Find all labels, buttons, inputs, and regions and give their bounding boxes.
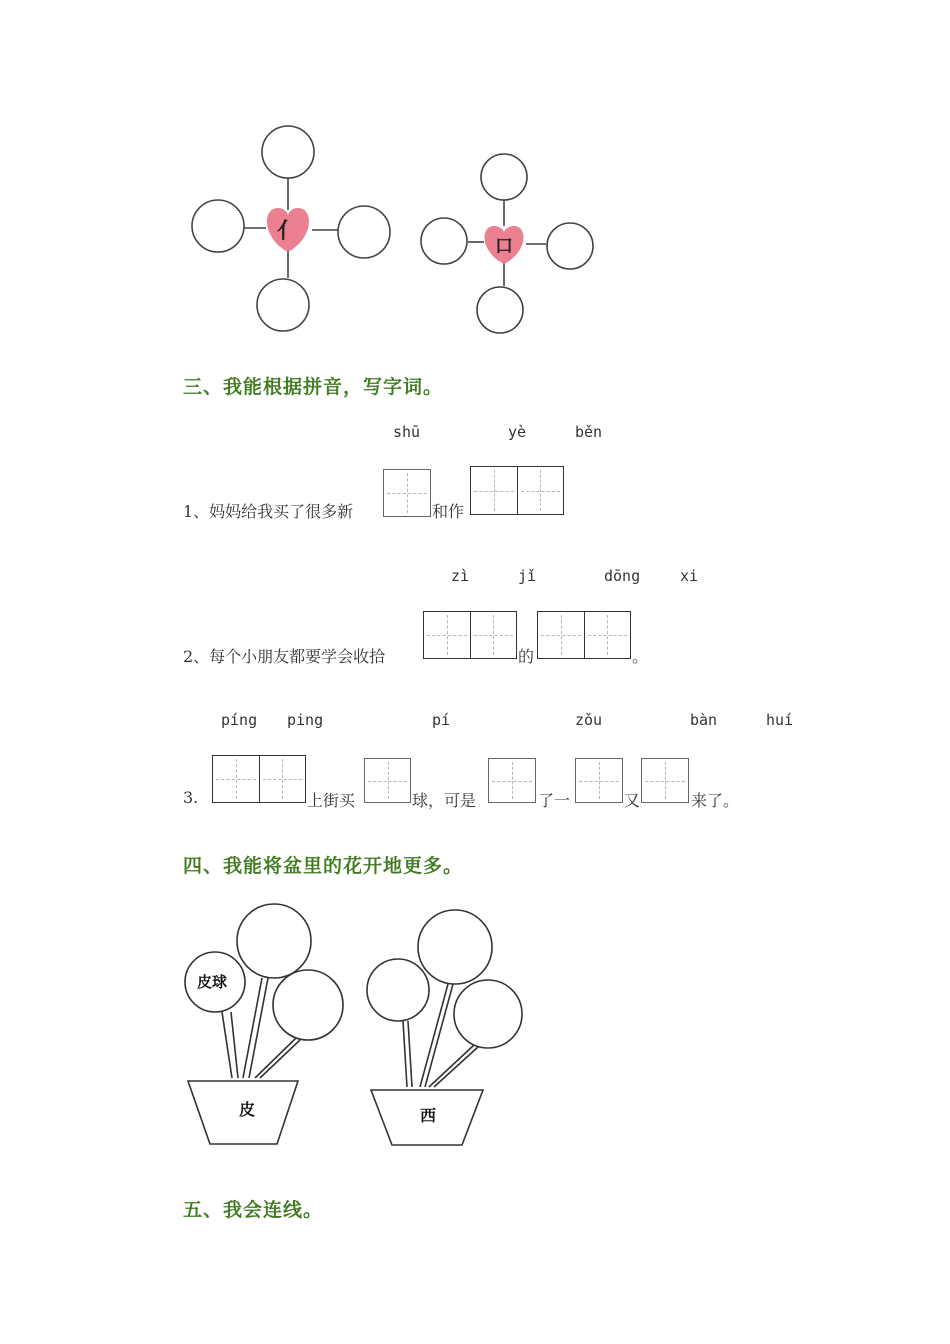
pot-label-pi: 皮 [238, 1100, 256, 1119]
radical-ren: 亻 [276, 219, 300, 244]
flower-pots [0, 895, 950, 1160]
writing-box-hui[interactable] [641, 758, 689, 803]
flower-circle [237, 904, 311, 978]
pinyin: zǒu [575, 711, 603, 729]
q1-prefix: 1、妈妈给我买了很多新 [183, 502, 354, 521]
q2-middle: 的 [518, 647, 535, 666]
pinyin: běn [575, 423, 603, 441]
flower-circle [454, 980, 522, 1048]
q2-prefix: 2、每个小朋友都要学会收拾 [183, 647, 386, 666]
pinyin: yè [508, 423, 527, 441]
answer-circle [481, 154, 527, 200]
pinyin: ping [287, 711, 324, 729]
q2-end: 。 [632, 647, 649, 666]
pinyin: zì [451, 567, 470, 585]
pinyin: shū [393, 423, 421, 441]
flower-circle [367, 959, 429, 1021]
writing-box-pingping[interactable] [212, 755, 306, 803]
flower-circle [418, 910, 492, 984]
answer-circle [192, 200, 244, 252]
writing-box-ban[interactable] [575, 758, 623, 803]
q3-prefix: 3. [183, 788, 199, 807]
writing-box-dongxi[interactable] [537, 611, 631, 659]
q3-part2: 球，可是 [412, 791, 477, 810]
writing-box-yeben[interactable] [470, 466, 564, 515]
answer-circle [262, 126, 314, 178]
q3-part4: 又 [624, 791, 641, 810]
answer-circle [257, 279, 309, 331]
q3-part1: 上街买 [307, 791, 356, 810]
q3-part3: 了一 [538, 791, 571, 810]
answer-circle [338, 206, 390, 258]
pinyin: bàn [690, 711, 718, 729]
answer-circle [477, 287, 523, 333]
pinyin: huí [766, 711, 794, 729]
radical-diagrams [0, 0, 950, 345]
pot-label-xi: 西 [419, 1106, 437, 1125]
section-4-heading: 四、我能将盆里的花开地更多。 [183, 855, 464, 877]
flower-circle [273, 970, 343, 1040]
pinyin: dōng [604, 567, 641, 585]
pinyin: jǐ [518, 567, 537, 585]
section-5-heading: 五、我会连线。 [183, 1199, 324, 1221]
writing-box-ziji[interactable] [423, 611, 517, 659]
flower-pot-pi [185, 904, 343, 1144]
answer-circle [547, 223, 593, 269]
answer-circle [421, 218, 467, 264]
writing-box-zou[interactable] [488, 758, 536, 803]
pot-example-word: 皮球 [196, 973, 228, 991]
flower-pot-xi [367, 910, 522, 1145]
q3-end: 来了。 [691, 791, 740, 810]
writing-box-shu[interactable] [383, 469, 431, 517]
section-3-heading: 三、我能根据拼音，写字词。 [183, 376, 444, 398]
radical-kou: 口 [495, 236, 513, 257]
pinyin: píng [221, 711, 258, 729]
writing-box-pi[interactable] [364, 758, 411, 803]
pinyin: xi [680, 567, 699, 585]
pinyin: pí [432, 711, 451, 729]
q1-middle: 和作 [432, 502, 465, 521]
